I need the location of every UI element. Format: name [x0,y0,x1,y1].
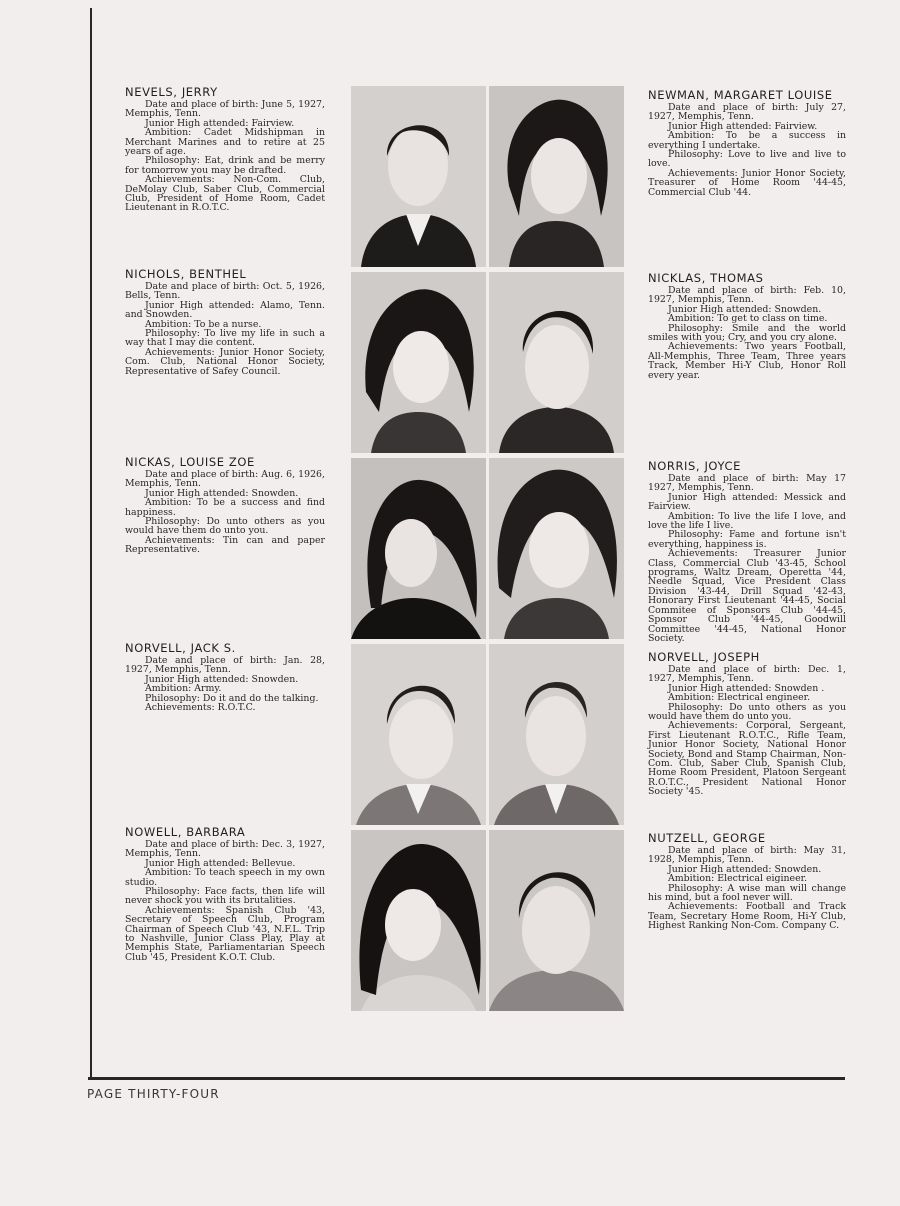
bottom-horizontal-rule [88,1077,845,1080]
bio-junior-high: Junior High attended: Alamo, Tenn. and Snowden. [125,299,325,321]
bio-birth: Date and place of birth: June 5, 1927, Memphis, Tenn. [125,99,325,120]
bio-nichols-benthel [125,268,325,376]
bio-norvell-joseph [648,651,846,797]
bio-ambition: Ambition: To get to class on time. [668,313,828,325]
student-name: NORVELL, JACK S. [125,641,236,655]
bio-philosophy: Philosophy: Face facts, then life will never shock you with its brutalities. [125,886,325,907]
bio-newman-margaret-louise [648,89,846,197]
bio-philosophy: Philosophy: Do unto others as you would have them do unto you. [125,516,325,537]
bio-ambition: Ambition: Electrical engineer. [668,692,811,704]
bio-ambition: Ambition: To live the life I love, and love the life I live. [648,510,846,532]
bio-birth: Date and place of birth: Jan. 28, 1927, Memphis, Tenn. [125,655,325,676]
bio-ambition: Ambition: To be a success in everything I undertake. [648,130,846,151]
bio-birth: Date and place of birth: May 31, 1928, Memphis, Tenn. [648,845,846,866]
portrait-nickas-louise-zoe [351,458,486,639]
bio-philosophy: Philosophy: To live my life in such a way that I may die content. [125,328,325,349]
bio-philosophy: Philosophy: Fame and fortune isn't everything, happiness is. [648,529,846,550]
bio-nutzell-george [648,832,846,931]
bio-achievements: Achievements: Treasurer Junior Class, Commercial Club '43-45, School programs, Waltz Dream, Operetta '44, Needle Squad, Vice President Class Division '43-44, Drill Squad '42-43, Honorary First Lieutenant '44-45, Social Commitee of Sponsors Club '44-45, Sponsor Club '44-45, Goodwill Committee '44-45, National Honor Society. [648,548,846,644]
student-name: NEVELS, JERRY [125,85,218,99]
bio-nowell-barbara [125,826,325,962]
bio-junior-high: Junior High attended: Snowden. [668,863,822,875]
bio-ambition: Ambition: Electrical eigineer. [668,873,808,885]
portrait-nichols-benthel [351,272,486,453]
bio-achievements: Achievements: Tin can and paper Representative. [125,534,325,556]
bio-nickas-louise-zoe [125,456,325,555]
portrait-nutzell-george [489,830,624,1011]
bio-philosophy: Philosophy: Smile and the world smiles with you; Cry, and you cry alone. [648,322,846,344]
left-vertical-rule [90,8,92,1078]
bio-achievements: Achievements: Spanish Club '43, Secretary of Speech Club, Program Chairman of Speech Club '43, N.F.L. Trip to Nashville, Junior Class Play, Play at Memphis State, Parliamentarian Speech Club '45, President K.O.T. Club. [125,904,325,963]
bio-junior-high: Junior High attended: Messick and Fairview. [648,491,846,513]
bio-junior-high: Junior High attended: Snowden . [668,682,825,694]
bio-birth: Date and place of birth: Dec. 3, 1927, Memphis, Tenn. [125,839,325,860]
bio-achievements: Achievements: Junior Honor Society, Treasurer of Home Room '44-45, Commercial Club '44. [648,167,846,198]
bio-birth: Date and place of birth: Feb. 10, 1927, Memphis, Tenn. [648,285,846,306]
portrait-nowell-barbara [351,830,486,1011]
bio-achievements: Achievements: R.O.T.C. [145,702,256,714]
bio-achievements: Achievements: Non-Com. Club, DeMolay Club, Saber Club, Commercial Club, President of Home Room, Cadet Lieutenant in R.O.T.C. [125,174,325,214]
bio-junior-high: Junior High attended: Snowden. [145,487,299,499]
bio-birth: Date and place of birth: July 27, 1927, Memphis, Tenn. [648,102,846,123]
bio-achievements: Achievements: Junior Honor Society, Com. Club, National Honor Society, Representative of Safey Council. [125,346,325,377]
student-name: NORRIS, JOYCE [648,459,741,473]
bio-ambition: Ambition: To be a nurse. [145,318,262,330]
bio-junior-high: Junior High attended: Snowden. [668,303,822,315]
bio-achievements: Achievements: Football and Track Team, Secretary Home Room, Hi-Y Club, Highest Ranking Non-Com. Company C. [648,901,846,932]
portrait-norris-joyce [489,458,624,639]
student-name: NOWELL, BARBARA [125,825,246,839]
bio-norvell-jack [125,642,325,712]
bio-ambition: Ambition: To be a success and find happiness. [125,497,325,518]
student-name: NICHOLS, BENTHEL [125,267,247,281]
portrait-nevels-jerry [351,86,486,267]
portrait-norvell-joseph [489,644,624,825]
bio-achievements: Achievements: Two years Football, All-Memphis, Three Team, Three years Track, Member Hi-Y Club, Honor Roll every year. [648,341,846,381]
page-number: PAGE THIRTY-FOUR [87,1087,220,1101]
bio-philosophy: Philosophy: A wise man will change his mind, but a fool never will. [648,882,846,904]
portrait-norvell-jack [351,644,486,825]
bio-birth: Date and place of birth: Oct. 5, 1926, Bells, Tenn. [125,281,325,302]
bio-birth: Date and place of birth: Dec. 1, 1927, Memphis, Tenn. [648,664,846,685]
bio-birth: Date and place of birth: Aug. 6, 1926, Memphis, Tenn. [125,469,325,490]
student-name: NICKAS, LOUISE ZOE [125,455,255,469]
bio-philosophy: Philosophy: Eat, drink and be merry for tomorrow you may be drafted. [125,155,325,176]
bio-achievements: Achievements: Corporal, Sergeant, First Lieutenant R.O.T.C., Rifle Team, Junior Honor Society, National Honor Society, Bond and Stamp Chairman, Non-Com. Club, Saber Club, Spanish Club, Home Room President, Platoon Sergeant R.O.T.C., President National Honor Society '45. [648,720,846,798]
bio-junior-high: Junior High attended: Fairview. [668,120,818,132]
bio-nevels-jerry [125,86,325,213]
bio-junior-high: Junior High attended: Snowden. [145,673,299,685]
bio-birth: Date and place of birth: May 17 1927, Memphis, Tenn. [648,473,846,494]
bio-junior-high: Junior High attended: Fairview. [145,117,295,129]
student-name: NUTZELL, GEORGE [648,831,766,845]
bio-ambition: Ambition: To teach speech in my own studio. [125,867,325,888]
bio-philosophy: Philosophy: Do unto others as you would have them do unto you. [648,701,846,723]
student-name: NORVELL, JOSEPH [648,650,760,664]
bio-ambition: Ambition: Army. [145,683,222,695]
bio-junior-high: Junior High attended: Bellevue. [145,857,296,869]
bio-philosophy: Philosophy: Love to live and live to love. [648,149,846,170]
student-name: NEWMAN, MARGARET LOUISE [648,88,833,102]
portrait-nicklas-thomas [489,272,624,453]
bio-philosophy: Philosophy: Do it and do the talking. [145,692,319,704]
portrait-newman-margaret-louise [489,86,624,267]
student-name: NICKLAS, THOMAS [648,271,764,285]
bio-ambition: Ambition: Cadet Midshipman in Merchant Marines and to retire at 25 years of age. [125,127,325,158]
bio-norris-joyce [648,460,846,643]
bio-nicklas-thomas [648,272,846,380]
